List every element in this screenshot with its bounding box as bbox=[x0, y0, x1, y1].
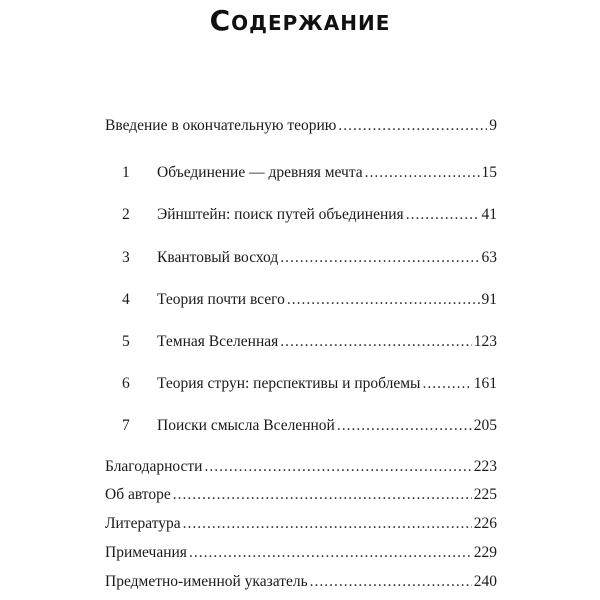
toc-chapter-number: 6 bbox=[122, 375, 130, 392]
toc-entry-page: 240 bbox=[473, 573, 497, 590]
toc-chapter-number: 4 bbox=[122, 291, 130, 308]
toc-chapter-number: 5 bbox=[122, 333, 130, 350]
toc-entry-label: Благодарности bbox=[105, 458, 203, 475]
toc-entry-label: Литература bbox=[105, 515, 181, 532]
toc-entry-label: Объединение — древняя мечта bbox=[157, 164, 363, 181]
toc-entry-page: 229 bbox=[473, 544, 497, 561]
toc-entry-label: Эйнштейн: поиск путей объединения bbox=[157, 206, 404, 223]
toc-entry-page: 123 bbox=[473, 333, 497, 350]
toc-leader-dots bbox=[173, 484, 472, 506]
toc-entry-page: 91 bbox=[481, 291, 497, 308]
toc-leader-dots bbox=[189, 542, 472, 564]
toc-chapter-number: 2 bbox=[122, 206, 130, 223]
toc-entry-index[interactable] bbox=[105, 571, 497, 593]
toc-leader-dots bbox=[183, 513, 472, 535]
toc-leader-dots bbox=[365, 162, 480, 184]
toc-entry-about-author[interactable] bbox=[105, 484, 497, 506]
toc-chapter-number: 1 bbox=[122, 164, 130, 181]
toc-entry-chapter-2[interactable] bbox=[105, 204, 497, 226]
toc-entry-label: Квантовый восход bbox=[157, 249, 279, 266]
toc-entry-chapter-3[interactable] bbox=[105, 247, 497, 269]
toc-entry-intro[interactable] bbox=[105, 115, 497, 137]
toc-entry-label: Теория почти всего bbox=[157, 291, 285, 308]
toc-entry-notes[interactable] bbox=[105, 542, 497, 564]
toc-entry-page: 223 bbox=[473, 458, 497, 475]
toc-entry-label: Об авторе bbox=[105, 486, 171, 503]
toc-leader-dots bbox=[422, 373, 471, 395]
toc-leader-dots bbox=[287, 289, 480, 311]
toc-leader-dots bbox=[337, 415, 472, 437]
toc-entry-page: 226 bbox=[473, 515, 497, 532]
toc-entry-label: Примечания bbox=[105, 544, 187, 561]
toc-entry-page: 161 bbox=[473, 375, 497, 392]
page-title: Содержание bbox=[209, 4, 391, 37]
toc-entry-page: 63 bbox=[481, 249, 497, 266]
toc-entry-acknowledgements[interactable] bbox=[105, 456, 497, 478]
toc-leader-dots bbox=[338, 115, 487, 137]
toc-entry-label: Введение в окончательную теорию bbox=[105, 117, 337, 134]
toc-leader-dots bbox=[310, 571, 472, 593]
toc-leader-dots bbox=[280, 331, 472, 353]
toc-entry-literature[interactable] bbox=[105, 513, 497, 535]
toc-entry-chapter-7[interactable] bbox=[105, 415, 497, 437]
toc-entry-label: Поиски смысла Вселенной bbox=[157, 417, 335, 434]
toc-entry-chapter-6[interactable] bbox=[105, 373, 497, 395]
toc-leader-dots bbox=[280, 247, 479, 269]
toc-chapter-number: 7 bbox=[122, 417, 130, 434]
toc-entry-page: 225 bbox=[473, 486, 497, 503]
toc-entry-page: 15 bbox=[481, 164, 497, 181]
toc-entry-page: 9 bbox=[489, 117, 497, 134]
toc-entry-chapter-5[interactable] bbox=[105, 331, 497, 353]
toc-entry-label: Темная Вселенная bbox=[157, 333, 279, 350]
toc-entry-label: Теория струн: перспективы и проблемы bbox=[157, 375, 421, 392]
toc-entry-chapter-1[interactable] bbox=[105, 162, 497, 184]
toc-entry-label: Предметно-именной указатель bbox=[105, 573, 308, 590]
toc-entry-page: 205 bbox=[473, 417, 497, 434]
toc-entry-page: 41 bbox=[481, 206, 497, 223]
toc-leader-dots bbox=[406, 204, 480, 226]
toc-entry-chapter-4[interactable] bbox=[105, 289, 497, 311]
toc-leader-dots bbox=[204, 456, 471, 478]
toc-chapter-number: 3 bbox=[122, 249, 130, 266]
